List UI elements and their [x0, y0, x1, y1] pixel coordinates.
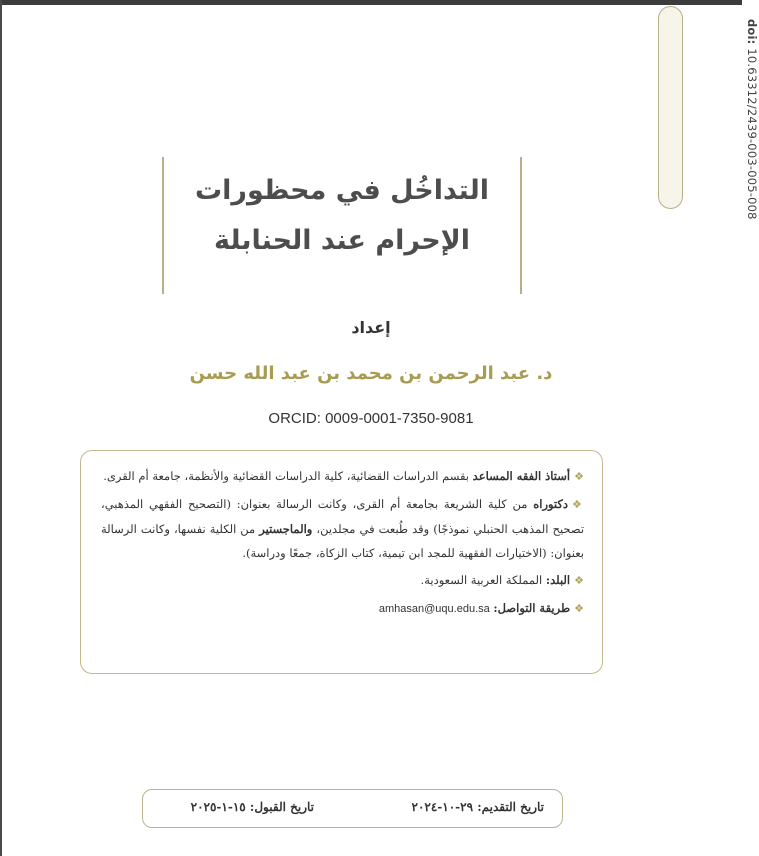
doi-badge[interactable]	[658, 6, 759, 220]
country-text: المملكة العربية السعودية.	[420, 573, 543, 587]
author-name: د. عبد الرحمن بن محمد بن عبد الله حسن	[189, 363, 553, 384]
masters-text: من الكلية نفسها، وكانت الرسالة بعنوان: (الاختيارات الفقهية للمجد ابن تيمية، كتاب الزكاة، جمعًا ودراسة).	[101, 522, 584, 560]
doi-text	[745, 19, 759, 220]
submission-date: تاريخ التقديم: ٢٩-١٠-٢٠٢٤	[411, 800, 544, 814]
contact-label: طريقة التواصل:	[493, 601, 571, 615]
paper-title-line-2: الإحرام عند الحنابلة	[213, 225, 471, 256]
bullet-icon: ❖	[574, 574, 584, 587]
info-item-degrees	[101, 492, 584, 565]
dates-box	[142, 789, 563, 828]
info-item-country	[101, 568, 584, 593]
position-label: أستاذ الفقه المساعد	[472, 469, 571, 483]
bullet-icon: ❖	[572, 498, 584, 511]
bullet-icon: ❖	[574, 602, 584, 615]
doi-value[interactable]: 10.63312/2439-003-005-008	[745, 48, 759, 220]
orcid-id[interactable]: ORCID: 0009-0001-7350-9081	[268, 410, 474, 427]
position-text: بقسم الدراسات القضائية، كلية الدراسات القضائية والأنظمة، جامعة أم القرى.	[103, 469, 470, 483]
masters-label: والماجستير	[259, 522, 313, 536]
doi-label: doi:	[745, 19, 759, 45]
paper-title-block	[162, 157, 522, 294]
top-border	[0, 0, 742, 5]
prepared-by-label: إعداد	[351, 318, 391, 337]
paper-title-line-1: التداخُل في محظورات	[195, 175, 489, 206]
author-info-content	[101, 464, 584, 624]
author-info-box	[80, 450, 603, 674]
doctorate-text: من كلية الشريعة بجامعة أم القرى، وكانت الرسالة بعنوان: (التصحيح الفقهي المذهبي، تصحيح المذهب الحنبلي نموذجًا) وقد طُبعت في مجلدين،	[101, 497, 585, 536]
info-item-position	[101, 464, 584, 489]
acceptance-date: تاريخ القبول: ١٥-١-٢٠٢٥	[190, 800, 314, 814]
contact-email-link[interactable]: amhasan@uqu.edu.sa	[378, 603, 490, 615]
bullet-icon: ❖	[574, 470, 584, 483]
info-item-contact	[101, 596, 584, 621]
doctorate-label: دكتوراه	[533, 497, 568, 511]
left-border	[0, 0, 2, 856]
country-label: البلد:	[545, 573, 571, 587]
